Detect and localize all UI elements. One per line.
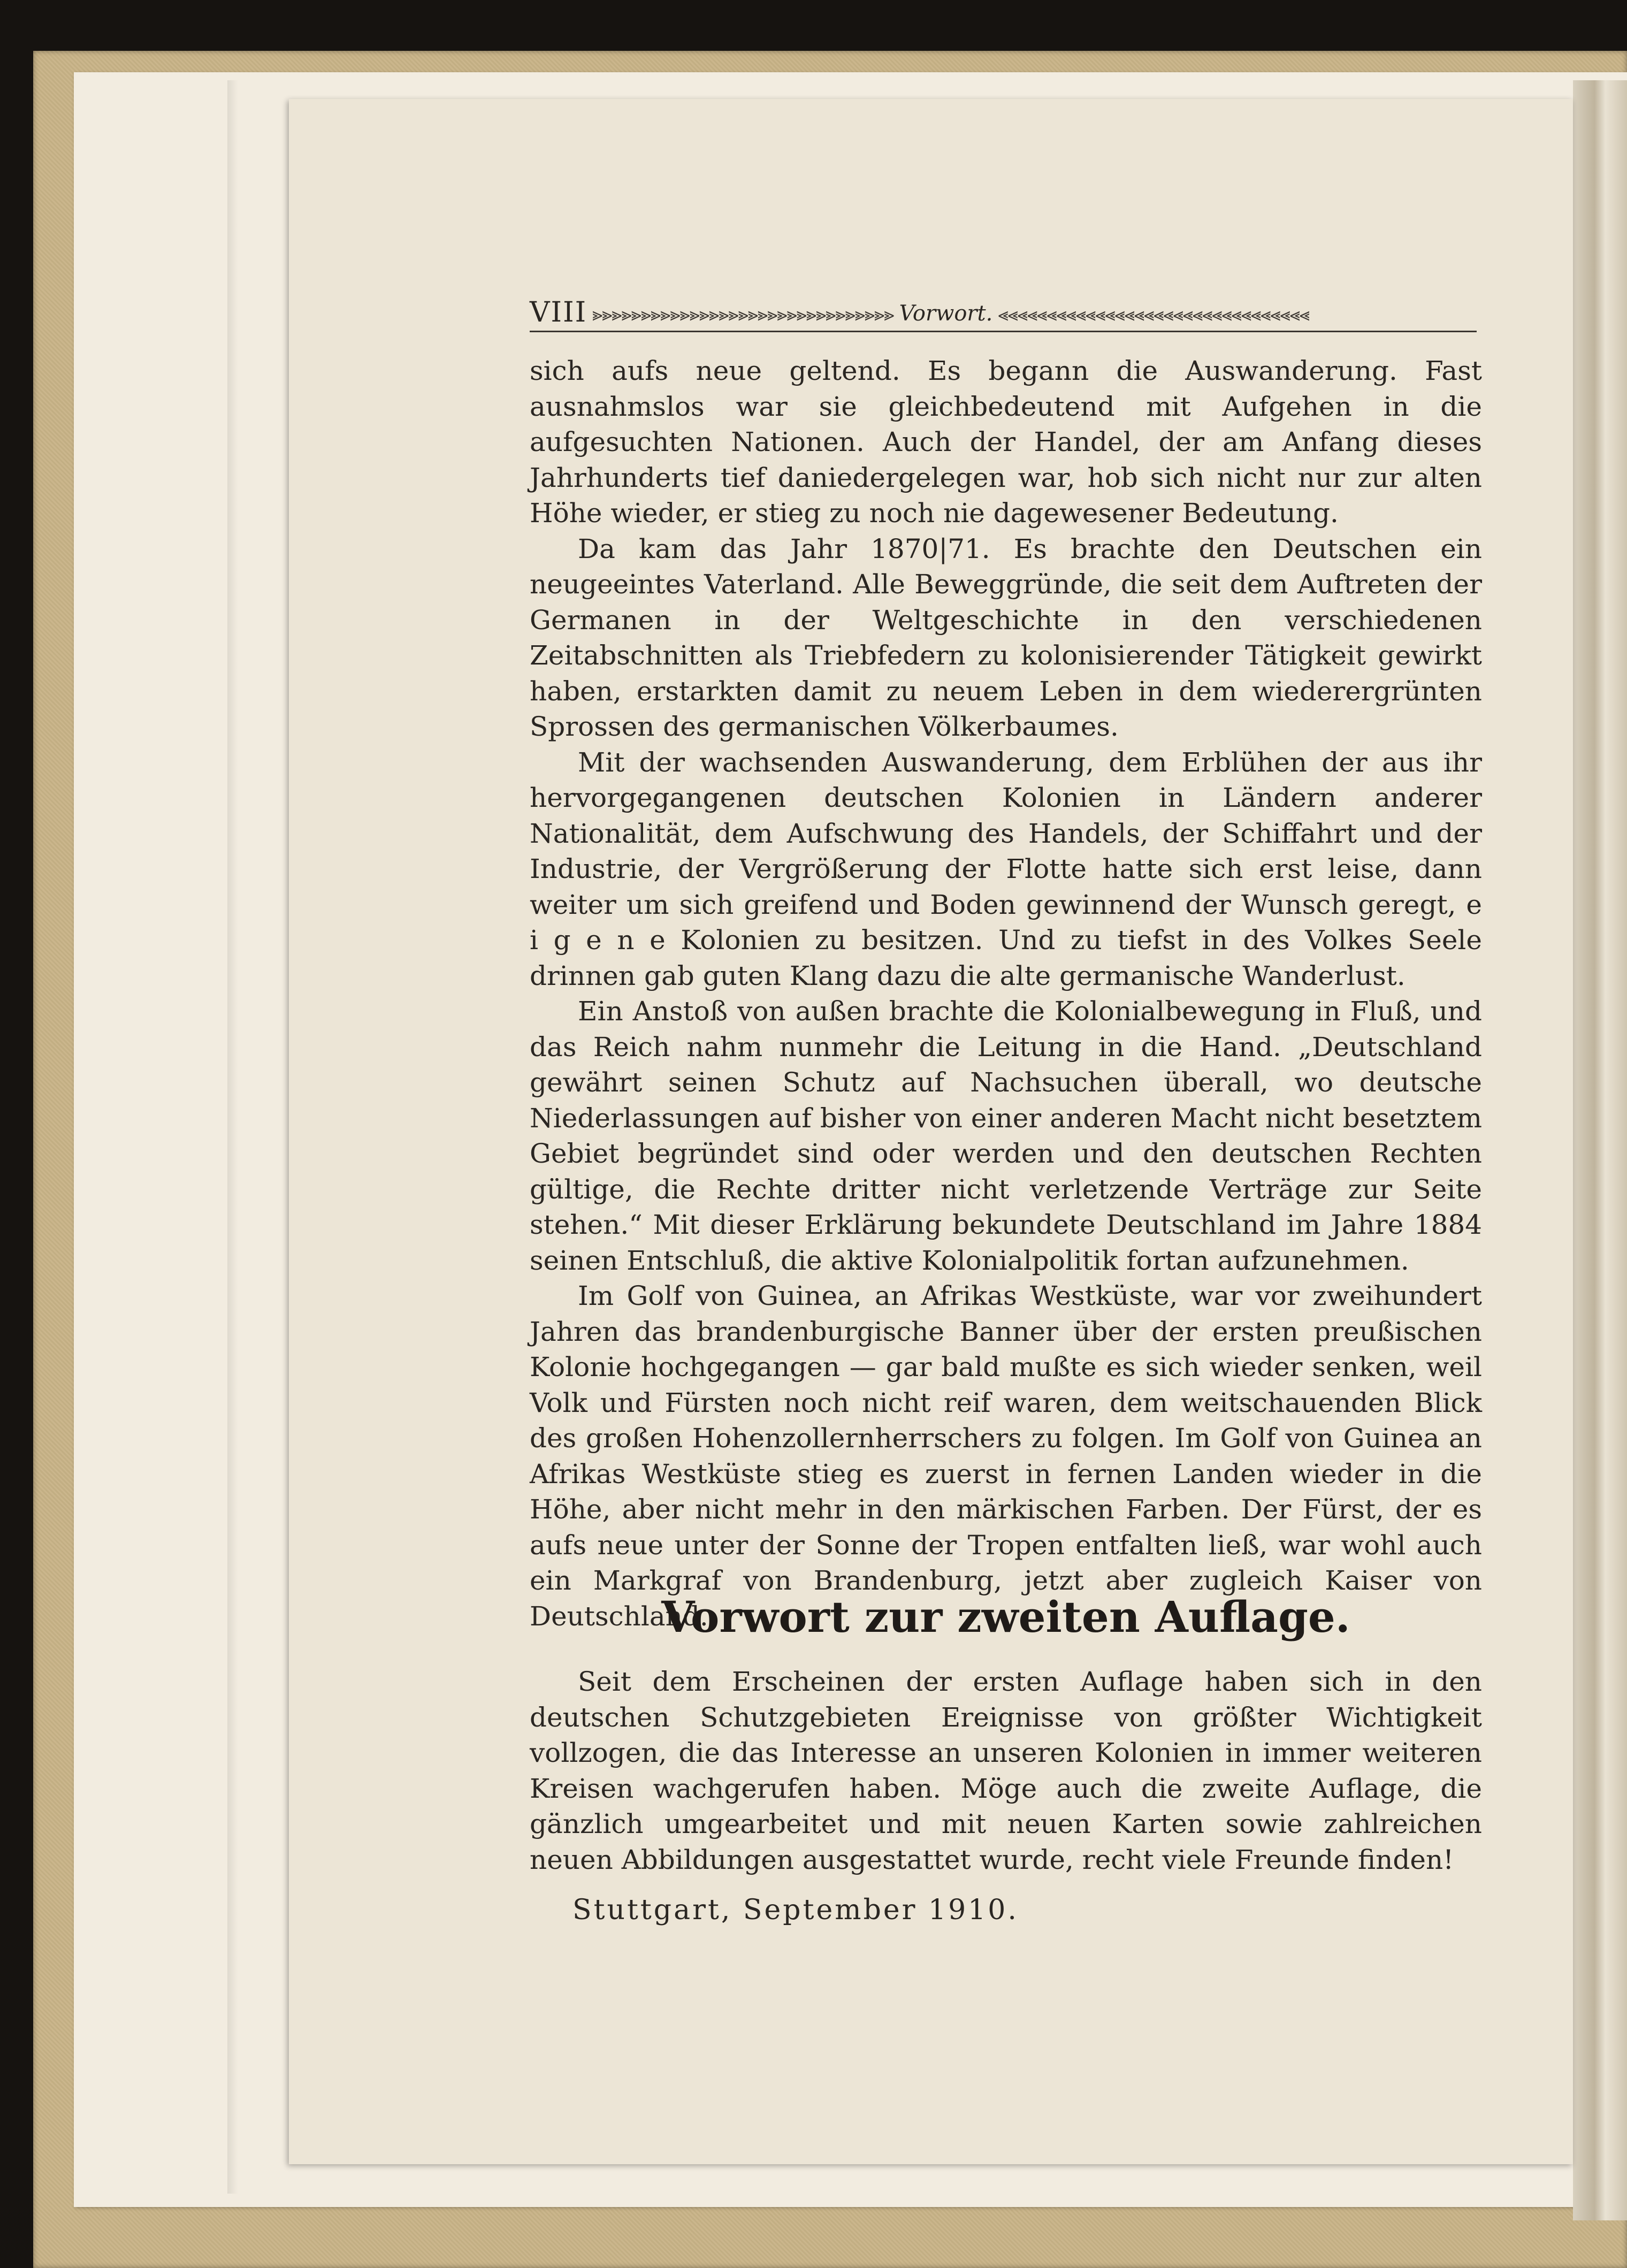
header-ornament-right: ⪡⪡⪡⪡⪡⪡⪡⪡⪡⪡⪡⪡⪡⪡⪡⪡⪡⪡⪡⪡⪡⪡⪡⪡⪡⪡⪡⪡⪡⪡⪡⪡: [998, 303, 1309, 325]
place-date-signature: Stuttgart, September 1910.: [572, 1894, 1019, 1926]
paragraph: Ein Anstoß von außen brachte die Kolonialbewegung in Fluß, und das Reich nahm nunmehr die Leitung in die Hand. „Deutschland gewährt seinen Schutz auf Nachsuchen überall, wo deutsche Niederlassungen auf bisher von einer anderen Macht nicht besetztem Gebiet begründet sind oder werden und den deutschen Rechten gültige, die Rechte dritter nicht verletzende Verträge zur Seite stehen.“ Mit dieser Erklärung bekundete Deutschland im Jahre 1884 seinen Entschluß, die aktive Kolonialpolitik fortan aufzunehmen.: [530, 996, 1482, 1276]
body-text: [530, 353, 1482, 1634]
fold-shadow: [227, 80, 238, 2194]
paragraph: Da kam das Jahr 1870|71. Es brachte den Deutschen ein neugeeintes Vaterland. Alle Beweggründe, die seit dem Auftreten der Germanen in der Weltgeschichte in den verschiedenen Zeitabschnitten als Triebfedern zu kolonisierender Tätigkeit gewirkt haben, erstarkten damit zu neuem Leben in dem wiederergrünten Sprossen des germanischen Völkerbaumes.: [530, 533, 1482, 742]
paragraph: Mit der wachsenden Auswanderung, dem Erblühen der aus ihr hervorgegangenen deutschen Kolonien in Ländern anderer Nationalität, dem Aufschwung des Handels, der Schiffahrt und der Industrie, der Vergrößerung der Flotte hatte sich erst leise, dann weiter um sich greifend und Boden gewinnend der Wunsch geregt, e i g e n e Kolonien zu besitzen. Und zu tiefst in des Volkes Seele drinnen gab guten Klang dazu die alte germanische Wanderlust.: [530, 746, 1482, 991]
running-header: [530, 289, 1493, 329]
page-number: VIII: [530, 296, 587, 329]
section-heading: Vorwort zur zweiten Auflage.: [661, 1592, 1350, 1642]
header-ornament-left: ⪢⪢⪢⪢⪢⪢⪢⪢⪢⪢⪢⪢⪢⪢⪢⪢⪢⪢⪢⪢⪢⪢⪢⪢⪢⪢⪢⪢⪢⪢⪢: [592, 303, 894, 325]
paragraph: Seit dem Erscheinen der ersten Auflage haben sich in den deutschen Schutzgebieten Ereignisse von größter Wichtigkeit vollzogen, die das Interesse an unseren Kolonien in immer weiteren Kreisen wachgerufen haben. Möge auch die zweite Auflage, die gänzlich umgearbeitet und mit neuen Karten sowie zahlreichen neuen Abbildungen ausgestattet wurde, recht viele Freunde finden!: [530, 1666, 1482, 1875]
paragraph: sich aufs neue geltend. Es begann die Auswanderung. Fast ausnahmslos war sie gleichbedeutend mit Aufgehen in die aufgesuchten Nationen. Auch der Handel, der am Anfang dieses Jahrhunderts tief daniedergelegen war, hob sich nicht nur zur alten Höhe wieder, er stieg zu noch nie dagewesener Bedeutung.: [530, 355, 1482, 529]
section-text: [530, 1664, 1482, 1877]
running-title: Vorwort.: [899, 301, 993, 326]
page-stack-edge: [1573, 80, 1627, 2220]
header-rule: [530, 331, 1477, 332]
paragraph: Im Golf von Guinea, an Afrikas Westküste, war vor zweihundert Jahren das brandenburgische Banner über der ersten preußischen Kolonie hochgegangen — gar bald mußte es sich wieder senken, weil Volk und Fürsten noch nicht reif waren, dem weitschauenden Blick des großen Hohenzollernherrschers zu folgen. Im Golf von Guinea an Afrikas Westküste stieg es zuerst in fernen Landen wieder in die Höhe, aber nicht mehr in den märkischen Farben. Der Fürst, der es aufs neue unter der Sonne der Tropen entfalten ließ, war wohl auch ein Markgraf von Brandenburg, jetzt aber zugleich Kaiser von Deutschland.: [530, 1280, 1482, 1632]
